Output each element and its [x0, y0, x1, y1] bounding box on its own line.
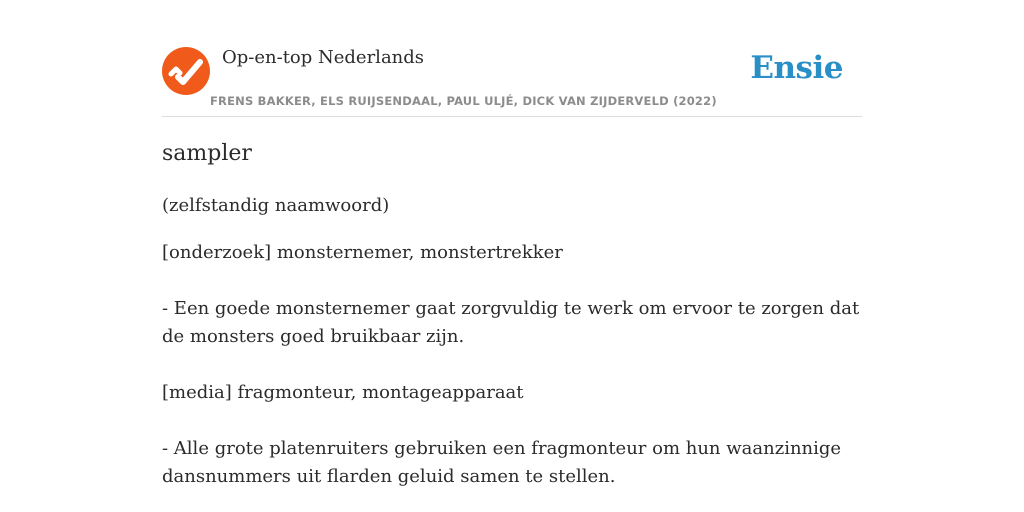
entry-content — [162, 138, 862, 491]
headword: sampler — [162, 141, 252, 166]
checkmark-circle-icon — [162, 47, 210, 95]
source-authors: FRENS BAKKER, ELS RUIJSENDAAL, PAUL ULJÉ, DICK VAN ZIJDERVELD (2022) — [210, 94, 717, 108]
definition-paragraph: [onderzoek] monsternemer, monstertrekker — [162, 242, 563, 263]
part-of-speech: (zelfstandig naamwoord) — [162, 195, 390, 216]
brand-logo[interactable]: Ensie — [750, 50, 843, 86]
definition-paragraph: [media] fragmonteur, montageapparaat — [162, 382, 524, 403]
example-paragraph: - Een goede monsternemer gaat zorgvuldig te werk om ervoor te zorgen dat de monsters goed bruikbaar zijn. — [162, 298, 860, 347]
source-title: Op-en-top Nederlands — [222, 47, 425, 68]
entry-header — [162, 44, 862, 117]
example-paragraph: - Alle grote platenruiters gebruiken een fragmonteur om hun waanzinnige dansnummers uit flarden geluid samen te stellen. — [162, 438, 842, 487]
